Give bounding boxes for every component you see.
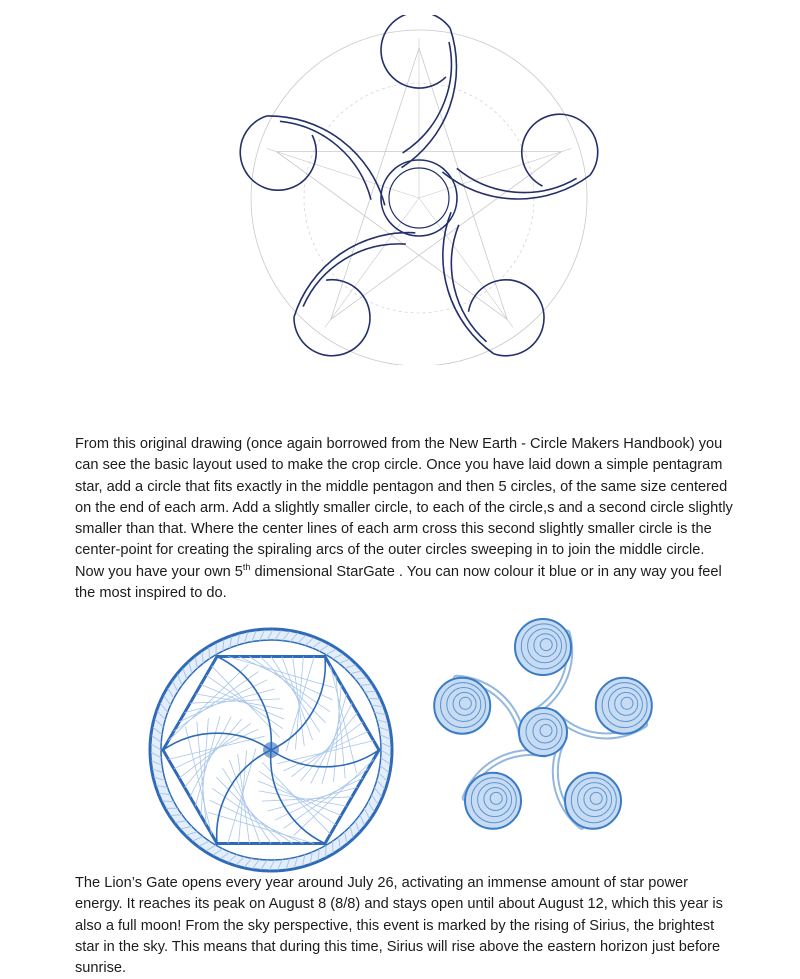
guide-axis-line xyxy=(419,149,571,198)
instruction-text: From this original drawing (once again borrowed from the New Earth - Circle Makers Handbook) you can see the basic layout used to make the crop circle. Once you have laid down a simple pentagram star, add a circle that fits exactly in the middle pentagon and then 5 circles, of the same size centered on the end of each arm. Add a slightly smaller circle, to each of the circle,s and a second circle slightly smaller than that. Where the center lines of each arm cross this second slightly smaller circle is the center-point for creating the spiraling arcs of the outer circles sweeping in to join the middle circle. Now you have your own 5 xyxy=(75,436,733,580)
arm-inner-arc xyxy=(303,244,406,307)
ordinal-suffix: th xyxy=(243,562,251,572)
stargate-blue-drawing xyxy=(430,612,660,844)
outer-disc xyxy=(465,773,521,829)
guide-axis-line xyxy=(267,149,419,198)
outer-disc xyxy=(515,619,571,675)
ring-hatch-line xyxy=(209,647,210,659)
arm-end-circle xyxy=(522,114,598,186)
arm-outer-arc xyxy=(294,233,415,317)
arm-outer-arc xyxy=(443,212,494,354)
arm-inner-arc xyxy=(403,42,452,153)
guide-axis-line xyxy=(419,198,513,327)
arm-inner-arc xyxy=(457,168,577,192)
lions-gate-paragraph: The Lion’s Gate opens every year around July 26, activating an immense amount of star power energy. It reaches its peak on August 8 (8/8) and stays open until about August 12, which this year is also a full moon! From the sky perspective, this event is marked by the rising of Sirius, the brightest star in the sky. This means that during this time, Sirius will rise above the eastern horizon just before sunrise. xyxy=(75,873,735,979)
ring-hatch-line xyxy=(368,698,380,699)
arm-outer-arc xyxy=(267,116,385,205)
arm-end-circle xyxy=(381,15,450,88)
arm-outer-arc xyxy=(402,28,457,168)
arm-inner-arc xyxy=(280,121,371,199)
ring-hatch-line xyxy=(162,801,174,802)
center-dot xyxy=(263,742,279,758)
instruction-paragraph xyxy=(75,434,735,604)
outer-disc xyxy=(596,678,652,734)
instruction-text-end: dimensional StarGate . You can now colour it blue or in any way you feel the most inspired to do. xyxy=(75,564,722,601)
center-disc xyxy=(519,708,567,756)
stargate-line-drawing xyxy=(222,15,617,365)
arm-outer-arc xyxy=(442,172,590,199)
outer-disc xyxy=(434,678,490,734)
hexagon-spiral-drawing xyxy=(146,625,396,875)
ring-hatch-line xyxy=(333,841,334,853)
outer-disc xyxy=(565,773,621,829)
